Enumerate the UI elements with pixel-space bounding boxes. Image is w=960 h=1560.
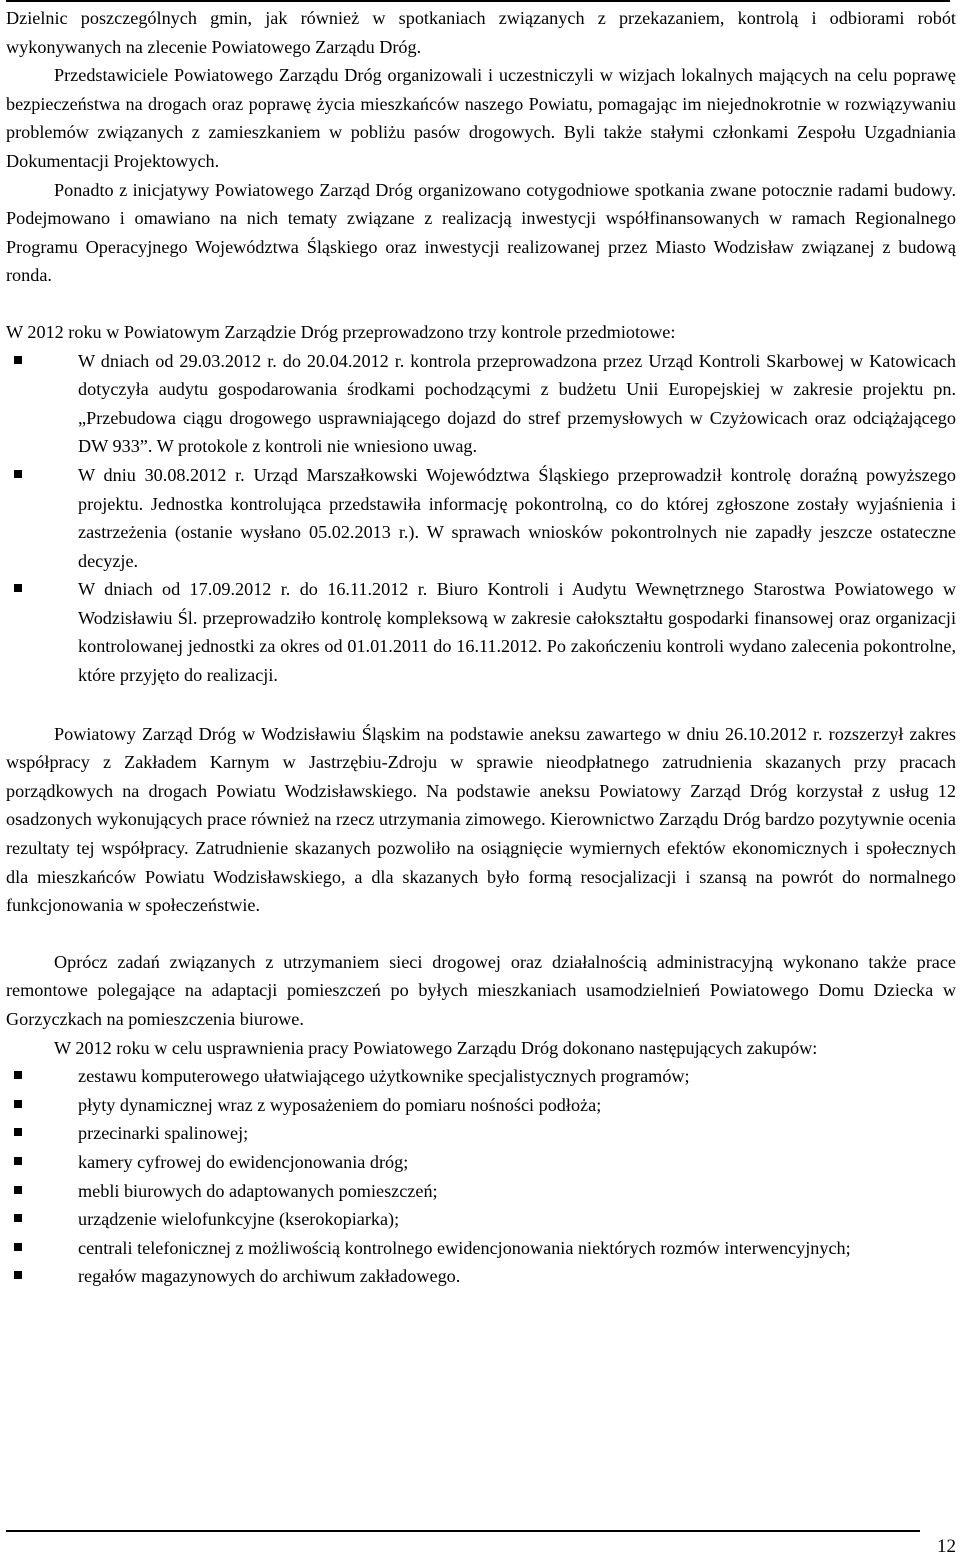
list-item: W dniach od 17.09.2012 r. do 16.11.2012 r. Biuro Kontroli i Audytu Wewnętrznego Starostwa Powiatowego w Wodzisławiu Śl. przeprowadziło kontrolę kompleksową w zakresie całokształtu gospodarki finansowej oraz organizacji kontrolowanej jednostki za okres od 01.01.2011 do 16.11.2012. Po zakończeniu kontroli wydano zalecenia pokontrolne, które przyjęto do realizacji.: [6, 575, 956, 689]
paragraph-continued: Dzielnic poszczególnych gmin, jak również w spotkaniach związanych z przekazaniem, kontrolą i odbiorami robót wykonywanych na zlecenie Powiatowego Zarządu Dróg.: [6, 8, 956, 57]
paragraph-controls-intro: W 2012 roku w Powiatowym Zarządzie Dróg przeprowadzono trzy kontrole przedmiotowe:: [6, 321, 676, 342]
list-item: kamery cyfrowej do ewidencjonowania dróg;: [6, 1148, 956, 1177]
square-bullet-icon: [14, 1243, 22, 1251]
square-bullet-icon: [14, 584, 22, 592]
list-item: W dniach od 29.03.2012 r. do 20.04.2012 r. kontrola przeprowadzona przez Urząd Kontroli Skarbowej w Katowicach dotyczyła audytu gospodarowania środkami pochodzącymi z budżetu Unii Europejskiej w zakresie projektu pn. „Przebudowa ciągu drogowego usprawniającego dojazd do stref przemysłowych w Czyżowicach oraz odciążającego DW 933”. W protokole z kontroli nie wniesiono uwag.: [6, 347, 956, 461]
list-item: urządzenie wielofunkcyjne (kserokopiarka);: [6, 1205, 956, 1234]
square-bullet-icon: [14, 470, 22, 478]
list-item: mebli biurowych do adaptowanych pomieszczeń;: [6, 1177, 956, 1206]
square-bullet-icon: [14, 1071, 22, 1079]
controls-list: [6, 347, 956, 690]
paragraph-construction-meetings: Ponadto z inicjatywy Powiatowego Zarząd Dróg organizowano cotygodniowe spotkania zwane potocznie radami budowy. Podejmowano i omawiano na nich tematy związane z realizacją inwestycji współfinansowanych w ramach Regionalnego Programu Operacyjnego Województwa Śląskiego oraz inwestycji realizowanej przez Miasto Wodzisław związanej z budową ronda.: [6, 179, 956, 286]
list-item: W dniu 30.08.2012 r. Urząd Marszałkowski Województwa Śląskiego przeprowadził kontrolę doraźną powyższego projektu. Jednostka kontrolująca przedstawiła informację pokontrolną, co do której zgłoszone zostały wyjaśnienia i zastrzeżenia (ostanie wysłano 05.02.2013 r.). W sprawach wniosków pokontrolnych nie zapadły jeszcze ostateczne decyzje.: [6, 461, 956, 575]
list-item: centrali telefonicznej z możliwością kontrolnego ewidencjonowania niektórych rozmów interwencyjnych;: [6, 1234, 956, 1263]
paragraph-renovation: Oprócz zadań związanych z utrzymaniem sieci drogowej oraz działalnością administracyjną wykonano także prace remontowe polegające na adaptacji pomieszczeń po byłych mieszkaniach usamodzielnień Powiatowego Domu Dziecka w Gorzyczkach na pomieszczenia biurowe.: [6, 951, 956, 1029]
list-item: regałów magazynowych do archiwum zakładowego.: [6, 1262, 956, 1291]
list-item: płyty dynamicznej wraz z wyposażeniem do pomiaru nośności podłoża;: [6, 1091, 956, 1120]
paragraph-site-visits: Przedstawiciele Powiatowego Zarządu Dróg organizowali i uczestniczyli w wizjach lokalnych mających na celu poprawę bezpieczeństwa na drogach oraz poprawę życia mieszkańców naszego Powiatu, pomagając im niejednokrotnie w rozwiązywaniu problemów związanych z zamieszkaniem w pobliżu pasów drogowych. Byli także stałymi członkami Zespołu Uzgadniania Dokumentacji Projektowych.: [6, 65, 956, 171]
document-page: [6, 4, 956, 1291]
page-number: 12: [937, 1536, 956, 1557]
purchases-list: [6, 1062, 956, 1291]
list-item: zestawu komputerowego ułatwiającego użytkownike specjalistycznych programów;: [6, 1062, 956, 1091]
list-item: przecinarki spalinowej;: [6, 1119, 956, 1148]
paragraph-purchases-intro: W 2012 roku w celu usprawnienia pracy Powiatowego Zarządu Dróg dokonano następujących zakupów:: [54, 1037, 818, 1058]
square-bullet-icon: [14, 356, 22, 364]
square-bullet-icon: [14, 1157, 22, 1165]
square-bullet-icon: [14, 1186, 22, 1194]
header-rule: [6, 0, 950, 2]
square-bullet-icon: [14, 1271, 22, 1279]
square-bullet-icon: [14, 1100, 22, 1108]
paragraph-prison-cooperation: Powiatowy Zarząd Dróg w Wodzisławiu Śląskim na podstawie aneksu zawartego w dniu 26.10.2012 r. rozszerzył zakres współpracy z Zakładem Karnym w Jastrzębiu-Zdroju w sprawie nieodpłatnego zatrudnienia skazanych przy pracach porządkowych na drogach Powiatu Wodzisławskiego. Na podstawie aneksu Powiatowy Zarząd Dróg korzystał z usług 12 osadzonych wykonujących prace również na rzecz utrzymania zimowego. Kierownictwo Zarządu Dróg bardzo pozytywnie ocenia rezultaty tej współpracy. Zatrudnienie skazanych pozwoliło na osiągnięcie wymiernych efektów ekonomicznych i społecznych dla mieszkańców Powiatu Wodzisławskiego, a dla skazanych było formą resocjalizacji i szansą na powrót do normalnego funkcjonowania w społeczeństwie.: [6, 723, 956, 916]
square-bullet-icon: [14, 1128, 22, 1136]
square-bullet-icon: [14, 1214, 22, 1222]
footer-rule: [6, 1530, 920, 1532]
